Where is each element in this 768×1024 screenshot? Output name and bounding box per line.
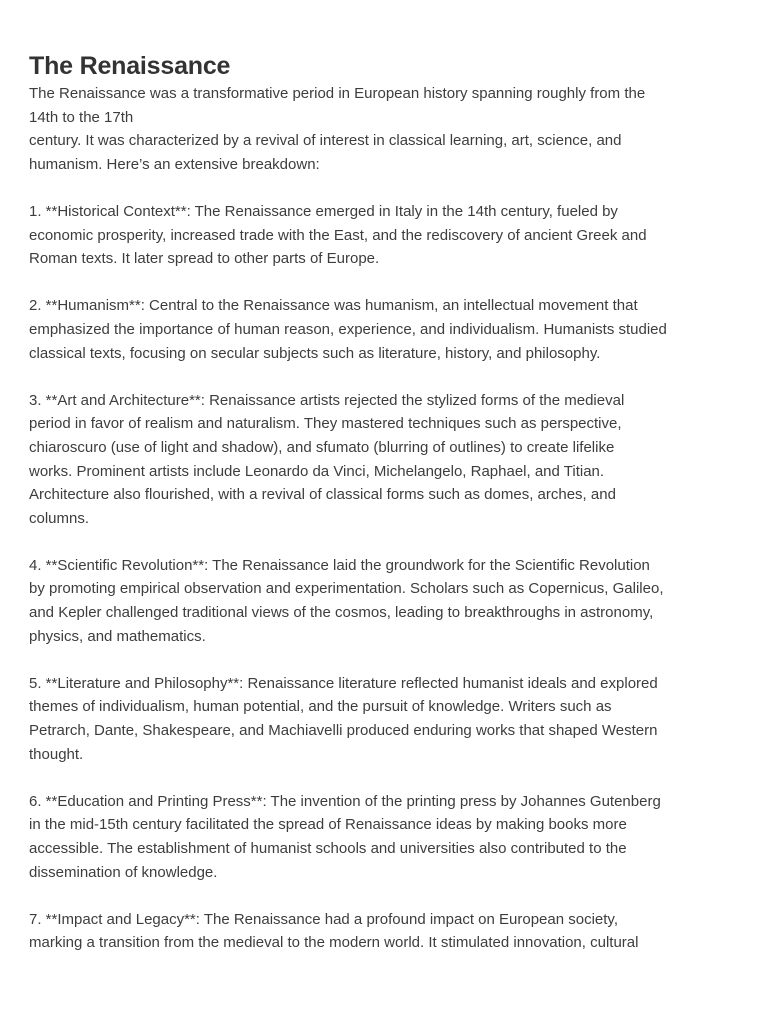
document-title: The Renaissance [29, 52, 231, 80]
document-body [29, 82, 741, 955]
list-item-paragraph [29, 294, 741, 365]
text-line: 3. **Art and Architecture**: Renaissance artists rejected the stylized forms of the medieval [29, 391, 625, 409]
list-item-paragraph [29, 554, 741, 648]
text-line: 5. **Literature and Philosophy**: Renaissance literature reflected humanist ideals and explored [29, 674, 658, 692]
text-line: classical texts, focusing on secular subjects such as literature, history, and philosophy. [29, 344, 601, 362]
text-line: economic prosperity, increased trade with the East, and the rediscovery of ancient Greek and [29, 226, 647, 244]
document [29, 50, 741, 955]
text-line: themes of individualism, human potential, and the pursuit of knowledge. Writers such as [29, 698, 612, 716]
text-line: chiaroscuro (use of light and shadow), and sfumato (blurring of outlines) to create lifelike [29, 438, 615, 456]
text-line: and Kepler challenged traditional views of the cosmos, leading to breakthroughs in astronomy, [29, 604, 654, 622]
text-line: humanism. Here’s an extensive breakdown: [29, 155, 320, 173]
text-line: in the mid-15th century facilitated the spread of Renaissance ideas by making books more [29, 816, 627, 834]
text-line: 2. **Humanism**: Central to the Renaissance was humanism, an intellectual movement that [29, 297, 638, 315]
text-line: period in favor of realism and naturalism. They mastered techniques such as perspective, [29, 415, 622, 433]
list-item-paragraph [29, 200, 741, 271]
list-item-paragraph [29, 908, 741, 955]
text-line: marking a transition from the medieval to the modern world. It stimulated innovation, cultural [29, 934, 639, 952]
text-line: thought. [29, 745, 84, 763]
text-line: The Renaissance was a transformative period in European history spanning roughly from the [29, 85, 646, 102]
intro-paragraph [29, 82, 741, 176]
text-line: 7. **Impact and Legacy**: The Renaissance had a profound impact on European society, [29, 910, 618, 928]
text-line: physics, and mathematics. [29, 627, 206, 645]
text-line: accessible. The establishment of humanist schools and universities also contributed to the [29, 840, 627, 857]
text-line: century. It was characterized by a revival of interest in classical learning, art, science, and [29, 132, 622, 150]
list-item-paragraph [29, 672, 741, 766]
list-item-paragraph [29, 389, 741, 531]
text-line: 1. **Historical Context**: The Renaissance emerged in Italy in the 14th century, fueled by [29, 202, 618, 220]
text-line: Roman texts. It later spread to other parts of Europe. [29, 250, 380, 268]
text-line: works. Prominent artists include Leonardo da Vinci, Michelangelo, Raphael, and Titian. [29, 462, 605, 480]
list-item-paragraph [29, 790, 741, 884]
text-line: 4. **Scientific Revolution**: The Renaissance laid the groundwork for the Scientific Revolution [29, 556, 650, 574]
text-line: Petrarch, Dante, Shakespeare, and Machiavelli produced enduring works that shaped Western [29, 722, 658, 740]
text-line: 6. **Education and Printing Press**: The invention of the printing press by Johannes Gutenberg [29, 792, 661, 810]
text-line: 14th to the 17th [29, 108, 134, 126]
text-line: dissemination of knowledge. [29, 863, 218, 881]
text-line: by promoting empirical observation and experimentation. Scholars such as Copernicus, Galileo, [29, 580, 664, 598]
text-line: columns. [29, 509, 90, 527]
text-line: Architecture also flourished, with a revival of classical forms such as domes, arches, and [29, 486, 616, 504]
text-line: emphasized the importance of human reason, experience, and individualism. Humanists studied [29, 320, 667, 338]
